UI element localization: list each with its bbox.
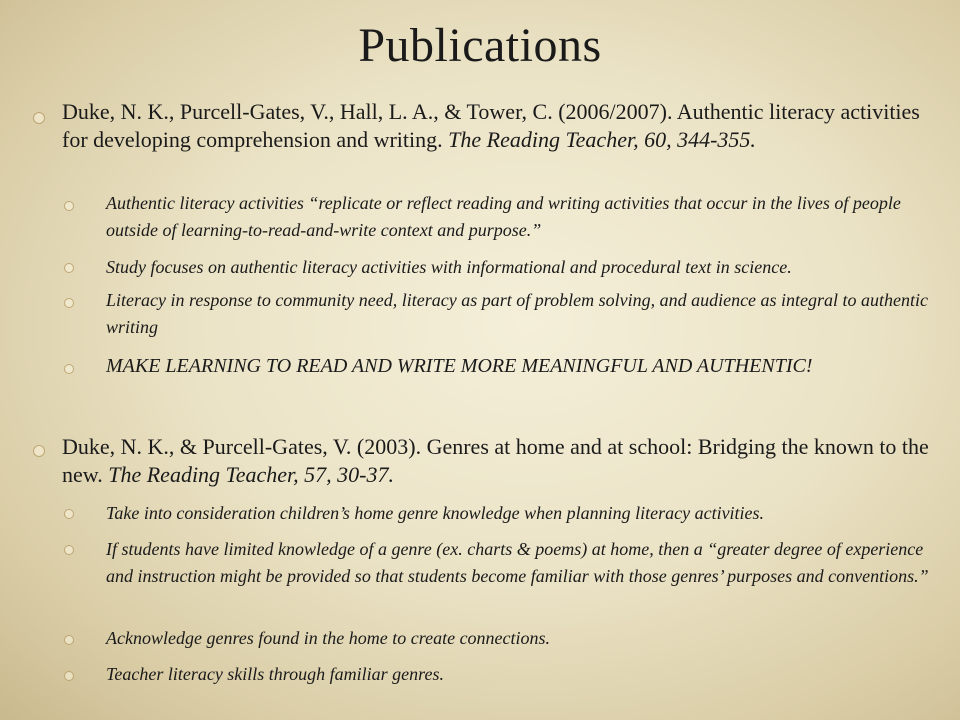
sub-bullet-icon xyxy=(64,364,74,374)
reference-1-point-4: MAKE LEARNING TO READ AND WRITE MORE MEANINGFUL AND AUTHENTIC! xyxy=(106,355,813,377)
reference-1-point-3: Literacy in response to community need, literacy as part of problem solving, and audience as integral to authentic writing xyxy=(106,290,929,337)
reference-2-point-2: If students have limited knowledge of a genre (ex. charts & poems) at home, then a “greater degree of experience and instruction might be provided so that students become familiar with those genres’ purposes and conventions.” xyxy=(106,539,929,586)
reference-1-point-1: Authentic literacy activities “replicate or reflect reading and writing activities that occur in the lives of people outside of learning-to-read-and-write context and purpose.” xyxy=(106,193,901,240)
reference-1-citation: Duke, N. K., Purcell-Gates, V., Hall, L. A., & Tower, C. (2006/2007). Authentic literacy activities for developing comprehension and writing. xyxy=(62,99,920,152)
sub-bullet-icon xyxy=(64,635,74,645)
reference-2 xyxy=(62,433,932,489)
sub-bullet-icon xyxy=(64,263,74,273)
sub-bullet-icon xyxy=(64,509,74,519)
sub-bullet-icon xyxy=(64,671,74,681)
sub-bullet-icon xyxy=(64,545,74,555)
sub-bullet-icon xyxy=(64,298,74,308)
reference-1-journal: The Reading Teacher, 60, 344-355. xyxy=(448,127,756,152)
reference-1-point-2: Study focuses on authentic literacy activities with informational and procedural text in science. xyxy=(106,257,792,277)
reference-2-point-3: Acknowledge genres found in the home to create connections. xyxy=(106,628,551,648)
slide-title: Publications xyxy=(358,19,602,72)
bullet-icon xyxy=(33,112,45,124)
bullet-icon xyxy=(33,445,45,457)
reference-1 xyxy=(62,98,932,154)
reference-2-journal: The Reading Teacher, 57, 30-37. xyxy=(108,462,395,487)
reference-2-point-4: Teacher literacy skills through familiar genres. xyxy=(106,664,444,684)
reference-2-citation: Duke, N. K., & Purcell-Gates, V. (2003). Genres at home and at school: Bridging the known to the new. xyxy=(62,434,929,487)
sub-bullet-icon xyxy=(64,201,74,211)
reference-2-point-1: Take into consideration children’s home genre knowledge when planning literacy activities. xyxy=(106,503,765,523)
